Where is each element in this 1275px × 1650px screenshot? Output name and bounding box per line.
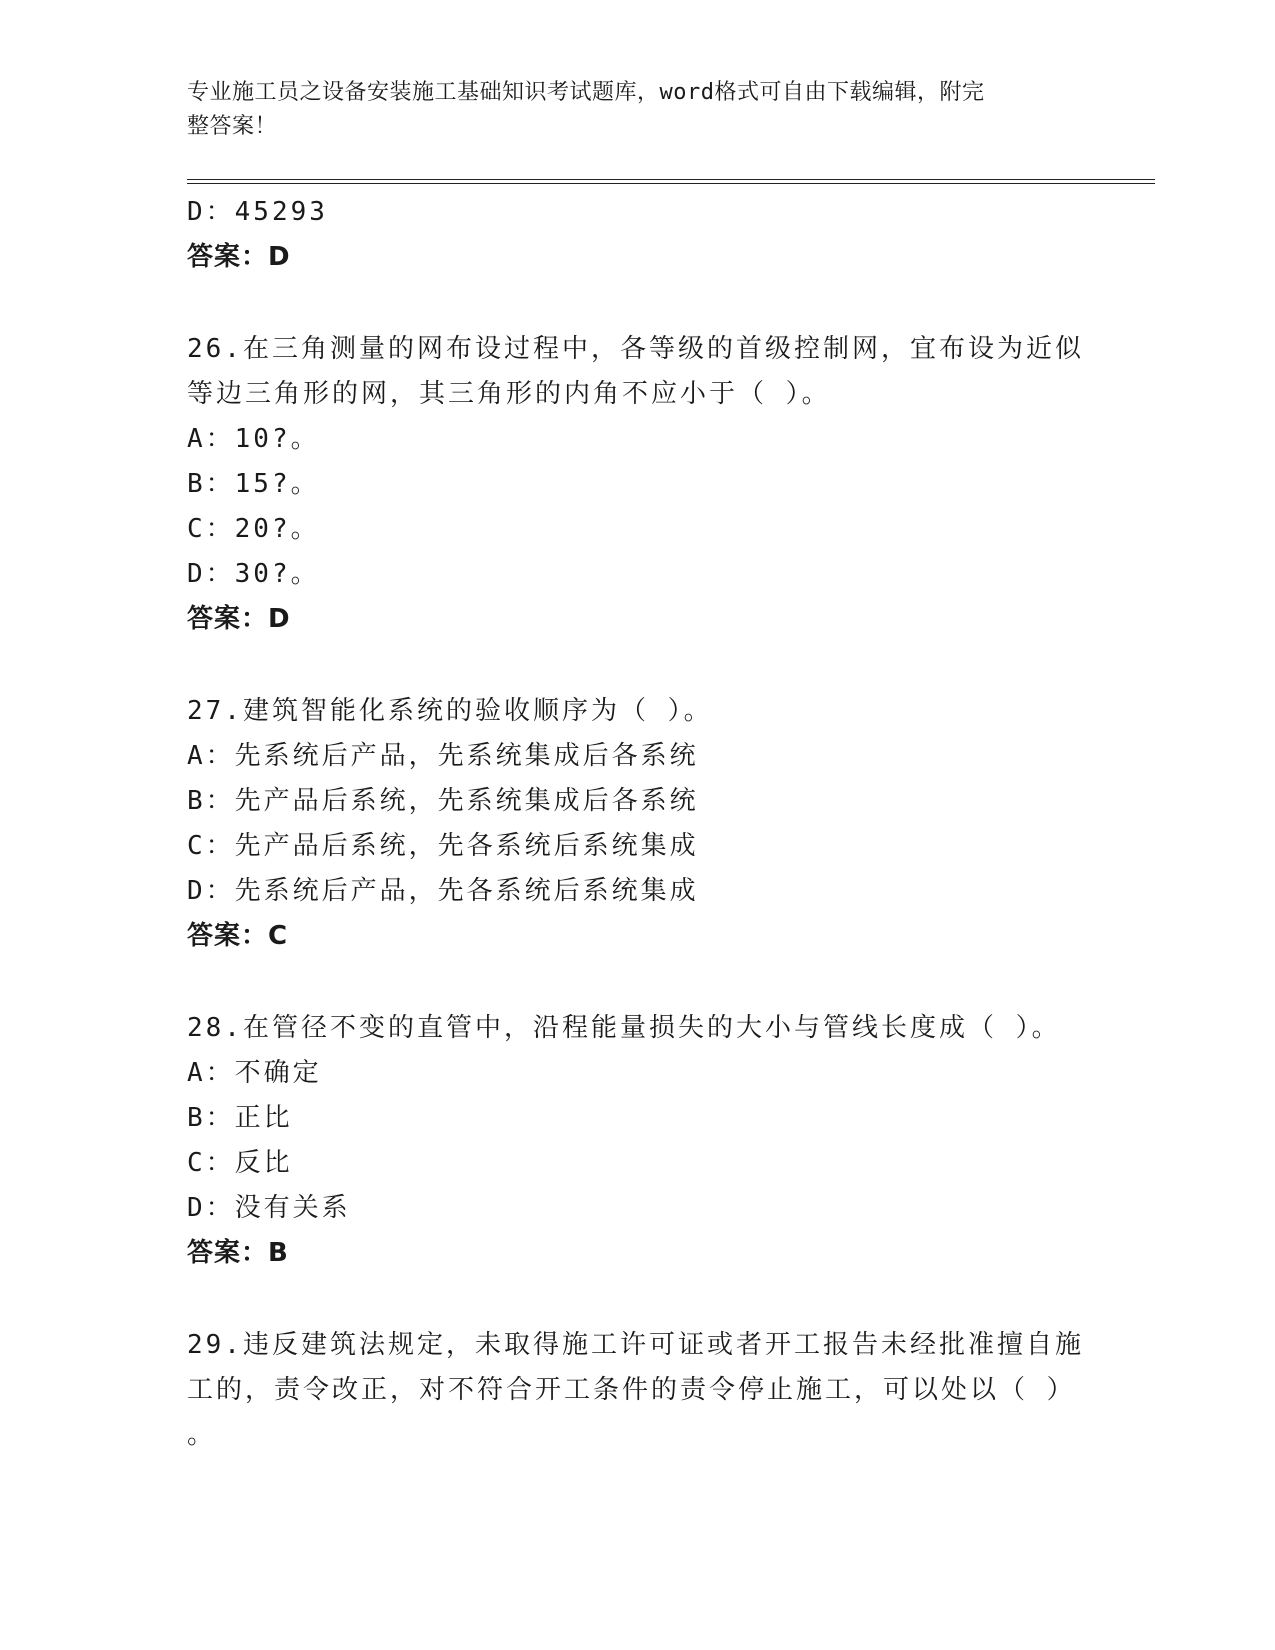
option-b: B：正比 [187,1103,293,1133]
question-27 [187,689,1087,959]
option-a: A：不确定 [187,1058,322,1088]
question-29 [187,1323,1087,1458]
option-c: C：反比 [187,1148,293,1178]
answer: 答案：C [187,921,289,951]
option-c: C：先产品后系统，先各系统后系统集成 [187,831,699,861]
question-text: 等边三角形的网，其三角形的内角不应小于（ ）。 [187,379,831,409]
question-text: 。 [187,1420,217,1450]
option-a: A：10?。 [187,424,320,454]
option-b: B：先产品后系统，先系统集成后各系统 [187,786,699,816]
question-text: 工的，责令改正，对不符合开工条件的责令停止施工，可以处以（ ） [187,1375,1076,1405]
option-a: A：先系统后产品，先系统集成后各系统 [187,741,699,771]
question-text: 29.违反建筑法规定，未取得施工许可证或者开工报告未经批准擅自施 [187,1330,1084,1360]
question-26 [187,327,1087,642]
option-d: D：先系统后产品，先各系统后系统集成 [187,876,699,906]
option-d: D：没有关系 [187,1193,351,1223]
question-28 [187,1006,1087,1276]
question-text: 26.在三角测量的网布设过程中，各等级的首级控制网，宜布设为近似 [187,334,1084,364]
question-list [187,190,1087,1458]
answer: 答案：D [187,242,291,272]
header-divider-top [187,179,1155,180]
answer: 答案：D [187,604,291,634]
question-text: 28.在管径不变的直管中，沿程能量损失的大小与管线长度成（ ）。 [187,1013,1061,1043]
option-c: C：20?。 [187,514,320,544]
option-b: B：15?。 [187,469,320,499]
header-line-1: 专业施工员之设备安装施工基础知识考试题库，word格式可自由下载编辑，附完 [187,80,985,105]
answer: 答案：B [187,1238,289,1268]
question-text: 27.建筑智能化系统的验收顺序为（ ）。 [187,696,713,726]
option-d: D：45293 [187,197,328,227]
document-header [187,76,1067,144]
header-divider-bottom [187,183,1155,184]
option-d: D：30?。 [187,559,320,589]
header-line-2: 整答案！ [187,114,278,139]
